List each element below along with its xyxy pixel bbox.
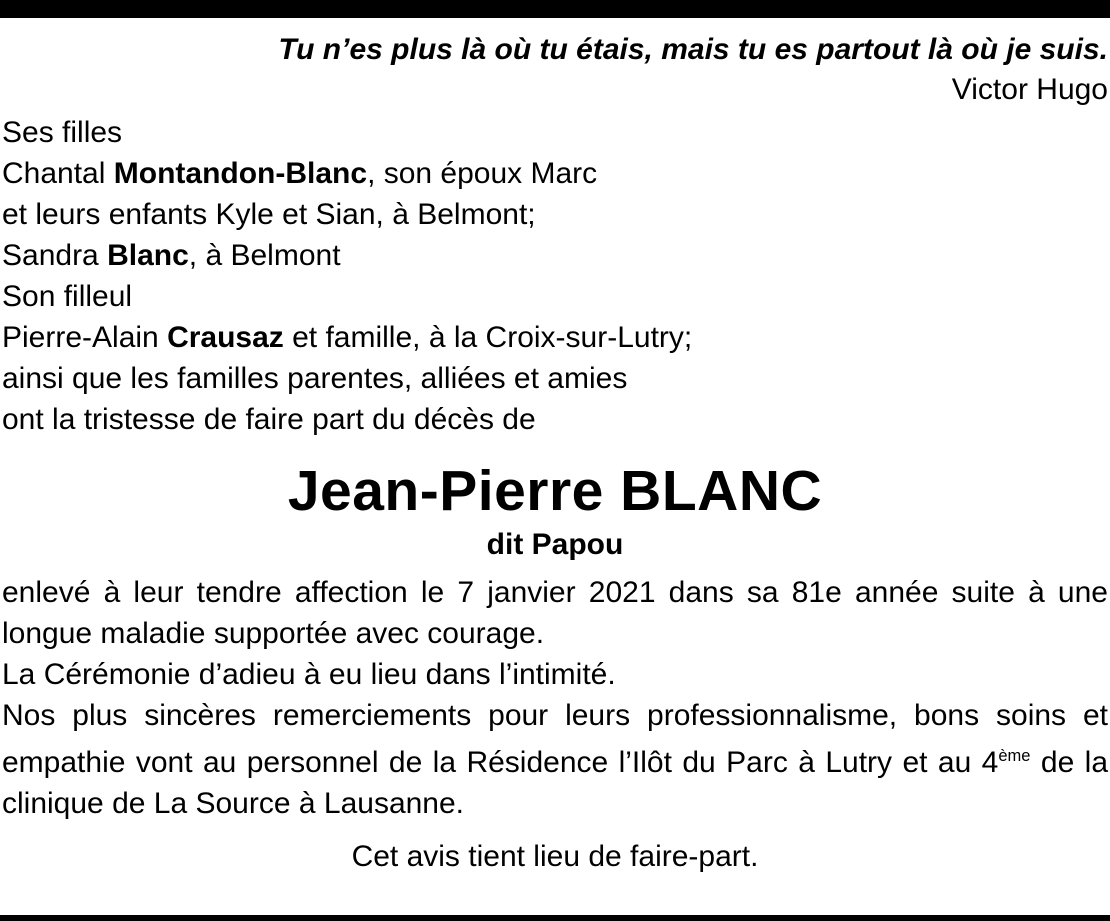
family-line-2 [2, 153, 1108, 194]
family-line-8 [2, 399, 1108, 440]
family-line-2-prefix: Chantal [2, 157, 114, 190]
notice-content [0, 18, 1110, 878]
family-line-1 [2, 112, 1108, 153]
family-line-1-text: Ses filles [2, 116, 123, 149]
paragraph-thanks-part2: de la clinique de La Source à Lausanne. [2, 746, 1109, 820]
bottom-divider-rule [0, 915, 1110, 921]
family-line-4 [2, 235, 1108, 276]
family-line-7-text: ainsi que les familles parentes, alliées et amies [2, 362, 628, 395]
top-divider-rule [0, 0, 1110, 18]
family-line-4-suffix: , à Belmont [188, 239, 341, 272]
epigraph-author: Victor Hugo [951, 73, 1108, 106]
paragraph-death-details: enlevé à leur tendre affection le 7 janvier 2021 dans sa 81e année suite à une longue maladie supportée avec courage. [2, 576, 1108, 650]
epigraph-quote: Tu n’es plus là où tu étais, mais tu es partout là où je suis. [278, 33, 1108, 66]
family-line-3-text: et leurs enfants Kyle et Sian, à Belmont; [2, 198, 536, 231]
family-line-5-text: Son filleul [2, 280, 133, 313]
family-line-7 [2, 358, 1108, 399]
paragraph-thanks-part1: Nos plus sincères remerciements pour leurs professionnalisme, bons soins et empathie vont au personnel de la Résidence l’Ilôt du Parc à Lutry et au 4 [2, 699, 1108, 779]
family-line-6-suffix: et famille, à la Croix-sur-Lutry; [283, 321, 693, 354]
paragraph-thanks [2, 695, 1108, 824]
family-line-2-surname: Montandon-Blanc [113, 157, 368, 190]
deceased-nickname: dit Papou [486, 528, 624, 561]
family-line-8-text: ont la tristesse de faire part du décès de [2, 403, 536, 436]
family-line-4-surname: Blanc [107, 239, 189, 272]
family-line-5 [2, 276, 1108, 317]
family-line-6-surname: Crausaz [167, 321, 284, 354]
family-line-6-prefix: Pierre-Alain [2, 321, 168, 354]
ordinal-suffix: ème [998, 747, 1031, 765]
family-line-4-prefix: Sandra [2, 239, 108, 272]
closing-statement: Cet avis tient lieu de faire-part. [351, 840, 759, 873]
family-line-2-suffix: , son époux Marc [367, 157, 598, 190]
paragraph-ceremony: La Cérémonie d’adieu à eu lieu dans l’intimité. [2, 658, 616, 691]
family-line-6 [2, 317, 1108, 358]
family-line-3 [2, 194, 1108, 235]
deceased-name: Jean-Pierre BLANC [287, 459, 823, 523]
